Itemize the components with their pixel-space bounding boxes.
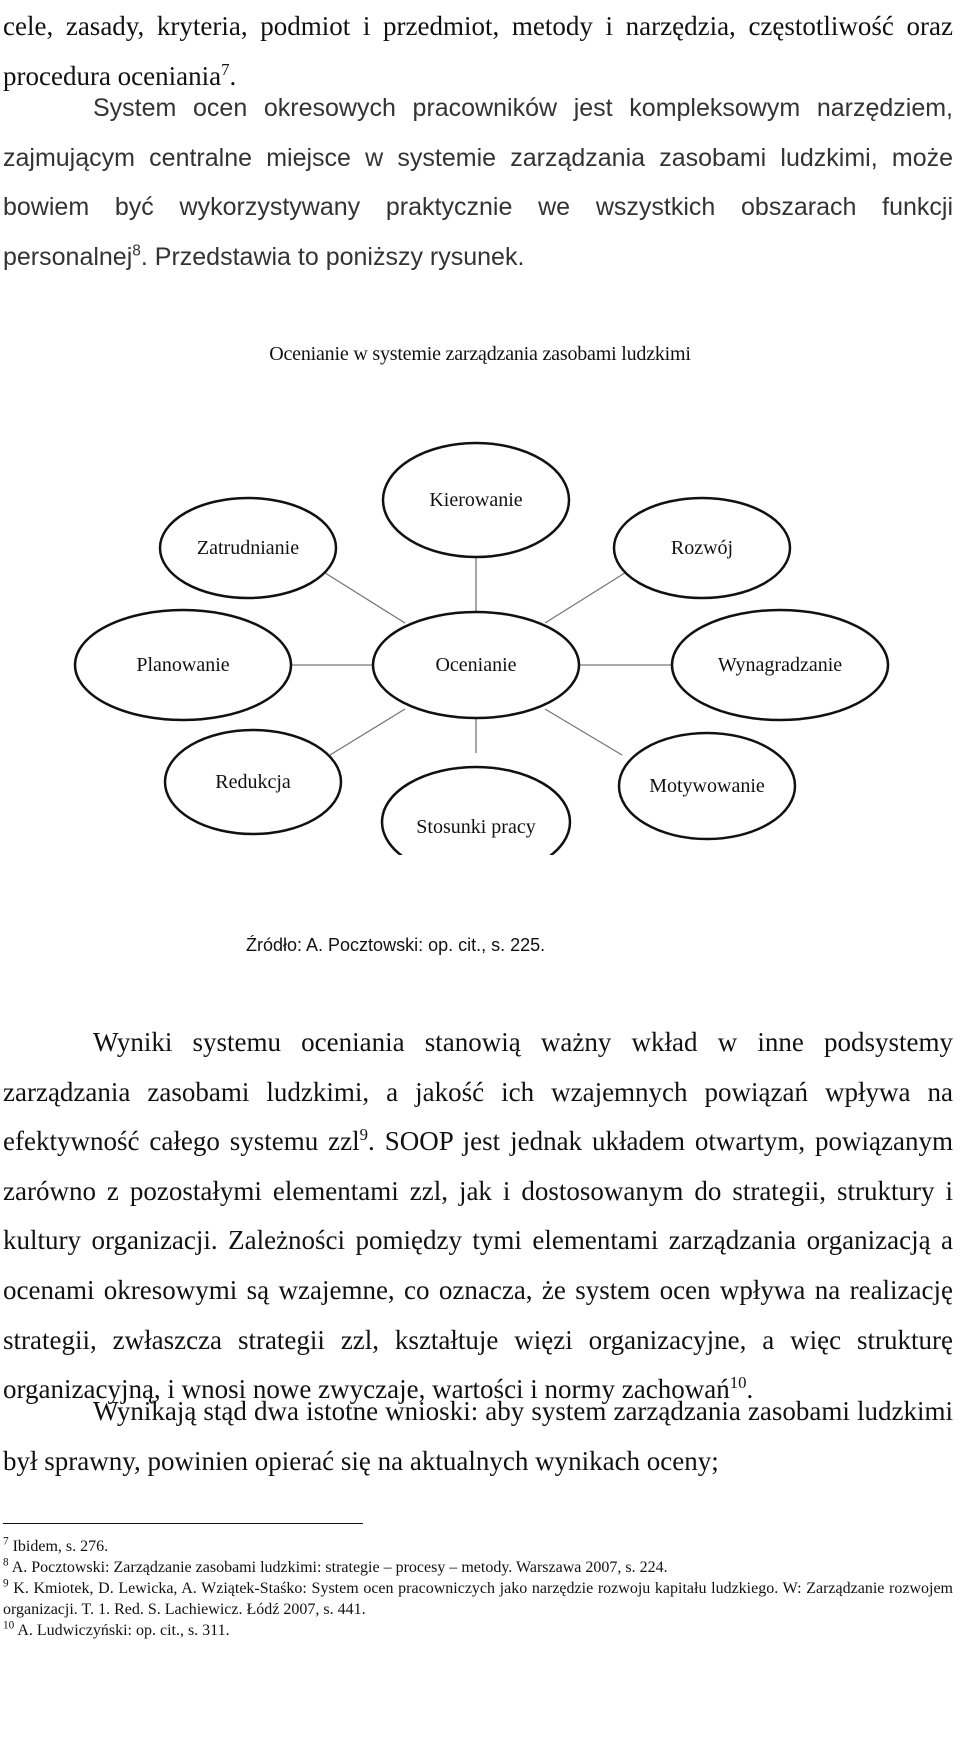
footnote-ref-7[interactable]: 7 (221, 59, 230, 79)
footnote-9 (3, 1578, 953, 1620)
footnote-10 (3, 1620, 953, 1641)
footnote-ref-10[interactable]: 10 (729, 1373, 747, 1393)
footnote-text: Ibidem, s. 276. (12, 1538, 109, 1555)
footnotes (3, 1536, 953, 1641)
line-rozwoj (545, 571, 628, 623)
label-redukcja: Redukcja (215, 771, 291, 793)
footnote-7 (3, 1536, 953, 1557)
label-stosunki-pracy: Stosunki pracy (416, 816, 536, 838)
footnote-separator (3, 1523, 363, 1524)
footnote-number: 8 (3, 1556, 9, 1569)
paragraph-wyniki (3, 1018, 953, 1415)
label-planowanie: Planowanie (136, 654, 230, 676)
footnote-ref-8[interactable]: 8 (132, 242, 141, 260)
paragraph-wnioski: Wynikają stąd dwa istotne wnioski: aby system zarządzania zasobami ludzkimi był sprawny, powinien opierać się na aktualnych wynikach oceny; (3, 1396, 953, 1476)
figure-source: Źródło: A. Pocztowski: op. cit., s. 225. (246, 935, 546, 955)
figure-title: Ocenianie w systemie zarządzania zasobami ludzkimi (269, 343, 691, 365)
label-rozwoj: Rozwój (670, 537, 734, 559)
footnote-number: 9 (3, 1577, 9, 1590)
label-wynagradzanie: Wynagradzanie (717, 654, 843, 676)
label-motywowanie: Motywowanie (649, 775, 765, 797)
paragraph-system-ocen (3, 84, 953, 282)
paragraph-text: . (746, 1374, 754, 1405)
paragraph-text: . Przedstawia to poniższy rysunek. (140, 242, 525, 271)
paragraph-text: Wyniki systemu oceniania stanowią ważny wkład w inne podsystemy zarządzania zasobami ludzkimi, a jakość ich wzajemnych powiązań wpływa na efektywność całego systemu zzl (3, 1027, 953, 1157)
footnote-8 (3, 1557, 953, 1578)
diagram-svg (0, 335, 960, 855)
footnote-text: K. Kmiotek, D. Lewicka, A. Wziątek-Staśko: System ocen pracowniczych jako narzędzie rozwoju kapitału ludzkiego. W: Zarządzanie rozwojem organizacji. T. 1. Red. S. Lachiewicz. Łódź 2007, s. 441. (3, 1580, 954, 1618)
paragraph-text: cele, zasady, kryteria, podmiot i przedmiot, metody i narzędzia, częstotliwość oraz procedura oceniania (3, 11, 953, 91)
label-ocenianie: Ocenianie (435, 654, 517, 676)
paragraph-text: . (229, 60, 237, 91)
label-zatrudnianie: Zatrudnianie (196, 537, 300, 559)
footnote-ref-9[interactable]: 9 (359, 1125, 369, 1145)
footnote-number: 10 (3, 1619, 15, 1632)
line-zatrudnianie (322, 571, 405, 623)
line-redukcja (330, 709, 405, 755)
paragraph-text: . SOOP jest jednak układem otwartym, powiązanym zarówno z pozostałymi elementami zzl, jak i dostosowanym do strategii, struktury i kultury organizacji. Zależności pomiędzy tymi elementami zarządzania organizacją a ocenami okresowymi są wzajemne, co oznacza, że system ocen wpływa na realizację strategii, zwłaszcza strategii zzl, kształtuje więzi organizacyjne, a więc strukturę organizacyjną, i wnosi nowe zwyczaje, wartości i normy zachowań (3, 1126, 953, 1405)
node-stosunki-pracy (382, 767, 570, 855)
figure-diagram (0, 335, 960, 855)
line-motywowanie (545, 709, 622, 755)
footnote-number: 7 (3, 1535, 9, 1548)
paragraph-text: System ocen okresowych pracowników jest kompleksowym narzędziem, zajmującym centralne miejsce w systemie zarządzania zasobami ludzkimi, może bowiem być wykorzystywany praktycznie we wszystkich obszarach funkcji personalnej (3, 94, 953, 271)
footnote-text: A. Pocztowski: Zarządzanie zasobami ludzkimi: strategie – procesy – metody. Warszawa 2007, s. 224. (11, 1559, 668, 1576)
label-kierowanie: Kierowanie (429, 489, 523, 511)
footnote-text: A. Ludwiczyński: op. cit., s. 311. (17, 1622, 230, 1639)
